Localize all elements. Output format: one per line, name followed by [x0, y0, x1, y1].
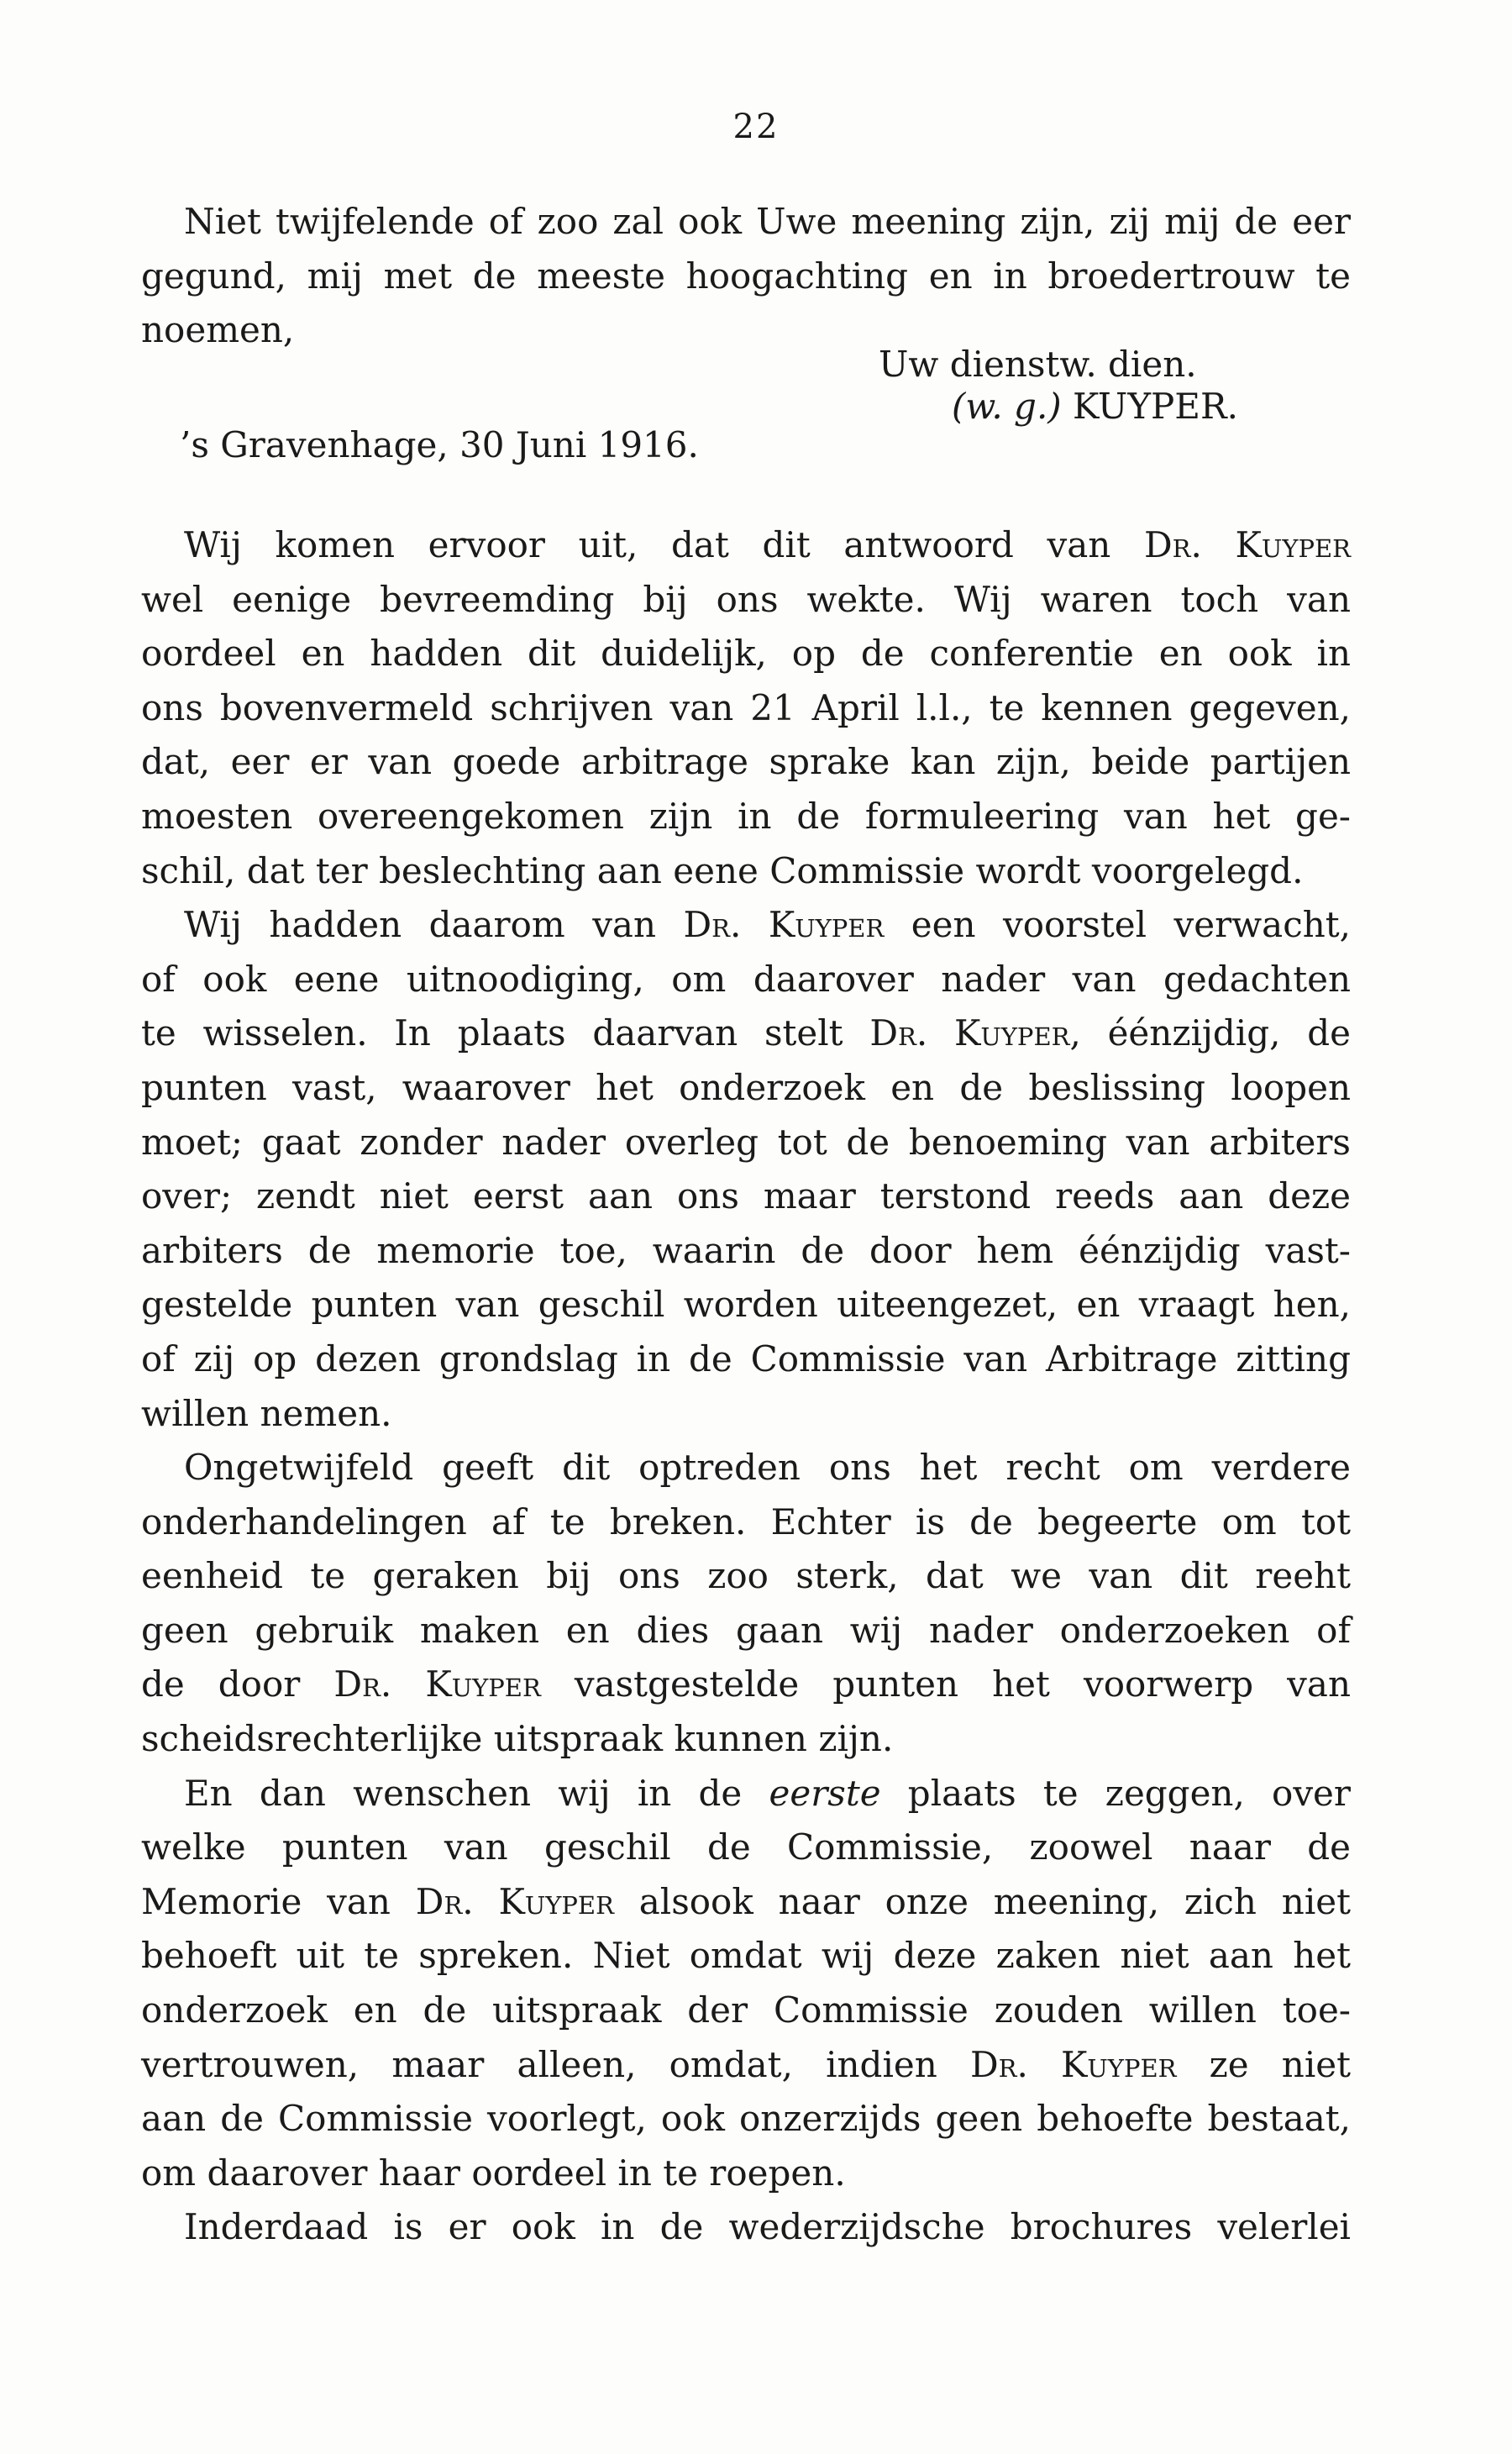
text-line: oordeel en hadden dit duidelijk, op de conferentie en ook in — [141, 633, 1351, 675]
text-line: gegund, mij met de meeste hoogachting en in broedertrouw te — [141, 255, 1351, 297]
text-line: welke punten van geschil de Commissie, zoowel naar de — [141, 1826, 1351, 1868]
text-line: of ook eene uitnoodiging, om daarover nader van gedachten — [141, 958, 1351, 1000]
text-line: vertrouwen, maar alleen, omdat, indien Dr. Kuyper ze niet — [141, 2043, 1351, 2085]
text-line: Wij komen ervoor uit, dat dit antwoord van Dr. Kuyper — [184, 524, 1351, 565]
text-line: te wisselen. In plaats daarvan stelt Dr. Kuyper, éénzijdig, de — [141, 1012, 1351, 1054]
text-line: moesten overeengekomen zijn in de formuleering van het ge- — [141, 795, 1351, 837]
text-line: schil, dat ter beslechting aan eene Commissie wordt voorgelegd. — [141, 849, 1304, 891]
signature-salutation: Uw dienstw. dien. — [879, 344, 1197, 385]
text-line: scheidsrechterlijke uitspraak kunnen zijn. — [141, 1718, 894, 1760]
signature-name: KUYPER. — [1073, 386, 1238, 427]
text-line: of zij op dezen grondslag in de Commissie van Arbitrage zitting — [141, 1337, 1351, 1379]
page-number: 22 — [732, 108, 780, 146]
text-line: wel eenige bevreemding bij ons wekte. Wij waren toch van — [141, 578, 1351, 620]
text-line: geen gebruik maken en dies gaan wij nader onderzoeken of — [141, 1609, 1351, 1651]
text-line: ons bovenvermeld schrijven van 21 April l.l., te kennen gegeven, — [141, 686, 1351, 728]
place-date: ’s Gravenhage, 30 Juni 1916. — [180, 424, 699, 465]
text-line: arbiters de memorie toe, waarin de door hem éénzijdig vast- — [141, 1229, 1351, 1271]
text-line: En dan wenschen wij in de eerste plaats te zeggen, over — [184, 1772, 1351, 1814]
text-line: Wij hadden daarom van Dr. Kuyper een voorstel verwacht, — [184, 904, 1351, 946]
text-line: onderzoek en de uitspraak der Commissie zouden willen toe- — [141, 1989, 1351, 2031]
paragraph — [141, 898, 1351, 1441]
text-line: over; zendt niet eerst aan ons maar terstond reeds aan deze — [141, 1175, 1351, 1217]
text-line: Niet twijfelende of zoo zal ook Uwe meening zijn, zij mij de eer — [184, 201, 1351, 242]
text-line: eenheid te geraken bij ons zoo sterk, dat we van dit reeht — [141, 1555, 1351, 1597]
text-line: noemen, — [141, 309, 295, 351]
signature-wg-mark: (w. g.) — [952, 386, 1062, 427]
paragraph — [141, 2200, 1351, 2255]
text-line: de door Dr. Kuyper vastgestelde punten het voorwerp van — [141, 1663, 1351, 1705]
paragraph — [141, 1441, 1351, 1767]
text-line: onderhandelingen af te breken. Echter is de begeerte om tot — [141, 1500, 1351, 1542]
text-line: moet; gaat zonder nader overleg tot de benoeming van arbiters — [141, 1121, 1351, 1163]
text-line: behoeft uit te spreken. Niet omdat wij deze zaken niet aan het — [141, 1935, 1351, 1977]
text-line: Ongetwijfeld geeft dit optreden ons het recht om verdere — [184, 1447, 1351, 1489]
text-line: willen nemen. — [141, 1392, 392, 1434]
signature-name-line — [952, 380, 1238, 434]
text-line: dat, eer er van goede arbitrage sprake kan zijn, beide partijen — [141, 741, 1351, 783]
letter-closing — [141, 195, 1351, 358]
text-line: aan de Commissie voorlegt, ook onzerzijds geen behoefte bestaat, — [141, 2098, 1351, 2140]
text-line: om daarover haar oordeel in te roepen. — [141, 2152, 846, 2194]
text-line: Memorie van Dr. Kuyper alsook naar onze meening, zich niet — [141, 1880, 1351, 1922]
body-text — [141, 518, 1351, 2255]
text-line: punten vast, waarover het onderzoek en de beslissing loopen — [141, 1066, 1351, 1108]
paragraph — [141, 518, 1351, 898]
paragraph — [141, 1767, 1351, 2201]
text-line: gestelde punten van geschil worden uiteengezet, en vraagt hen, — [141, 1284, 1351, 1326]
text-line: Inderdaad is er ook in de wederzijdsche brochures velerlei — [184, 2206, 1351, 2248]
